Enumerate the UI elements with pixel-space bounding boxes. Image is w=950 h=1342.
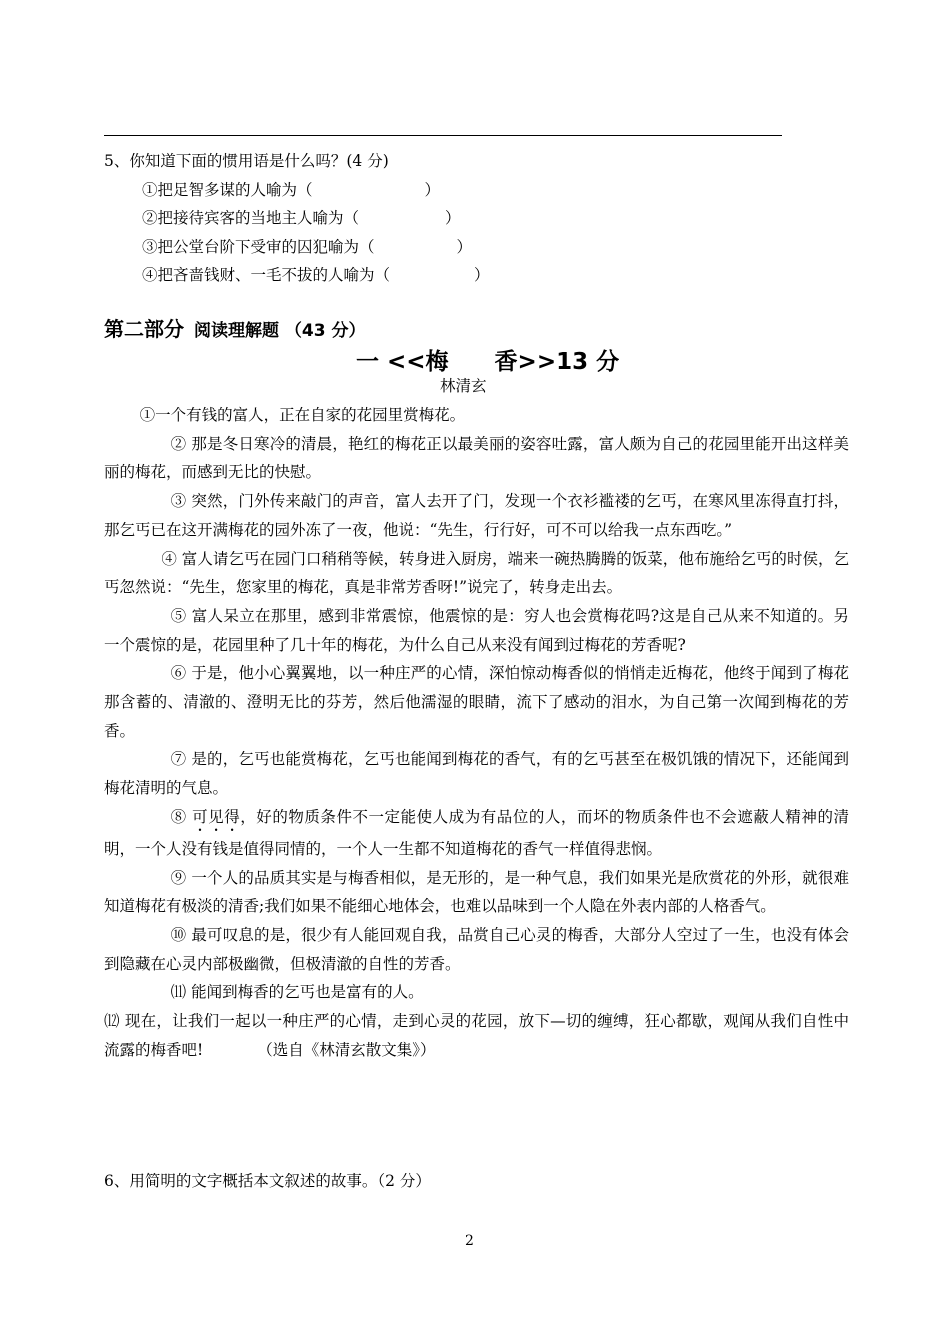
question-5-item-4: ④把吝啬钱财、一毛不拔的人喻为（ ） xyxy=(142,266,490,284)
paragraph-9: ⑨ 一个人的品质其实是与梅香相似，是无形的，是一种气息，我们如果光是欣赏花的外形，就很难知道梅花有极淡的清香;我们如果不能细心地体会，也难以品味到一个人隐在外表内部的人格香气。 xyxy=(104,868,849,916)
top-divider xyxy=(104,135,782,136)
question-5 xyxy=(104,147,824,290)
page-number: 2 xyxy=(465,1233,474,1249)
section-heading: 第二部分 阅读理解题 （43 分） xyxy=(104,317,366,341)
paragraph-7: ⑦ 是的，乞丐也能赏梅花，乞丐也能闻到梅花的香气，有的乞丐甚至在极饥饿的情况下，还能闻到梅花清明的气息。 xyxy=(104,750,849,798)
article-source: （选自《林清玄散文集》） xyxy=(257,1040,436,1059)
article-author: 林清玄 xyxy=(440,377,487,395)
article-body xyxy=(104,401,849,1064)
paragraph-1: ①一个有钱的富人，正在自家的花园里赏梅花。 xyxy=(139,406,466,424)
paragraph-2: ② 那是冬日寒冷的清晨，艳红的梅花正以最美丽的姿容吐露，富人颇为自己的花园里能开出这样美丽的梅花，而感到无比的快慰。 xyxy=(104,434,849,482)
paragraph-6: ⑥ 于是，他小心翼翼地，以一种庄严的心情，深怕惊动梅香似的悄悄走近梅花，他终于闻到了梅花那含蓄的、清澈的、澄明无比的芬芳，然后他濡湿的眼睛，流下了感动的泪水，为自己第一次闻到梅花的芳香。 xyxy=(104,664,849,740)
question-5-prompt: 5、你知道下面的惯用语是什么吗？(4 分) xyxy=(104,152,389,170)
paragraph-5: ⑤ 富人呆立在那里，感到非常震惊，他震惊的是：穷人也会赏梅花吗?这是自己从来不知道的。另一个震惊的是，花园里种了几十年的梅花，为什么自己从来没有闻到过梅花的芳香呢? xyxy=(104,606,849,654)
question-5-item-3: ③把公堂台阶下受审的囚犯喻为（ ） xyxy=(142,237,473,256)
paragraph-8: ⑧ 可见得，好的物质条件不一定能使人成为有品位的人，而坏的物质条件也不会遮蔽人精神的清明，一个人没有钱是值得同情的，一个人一生都不知道梅花的香气一样值得悲悯。 xyxy=(104,807,849,858)
paragraph-4: ④ 富人请乞丐在园门口稍稍等候，转身进入厨房，端来一碗热腾腾的饭菜，他布施给乞丐的时侯，乞丐忽然说：“先生，您家里的梅花，真是非常芳香呀!”说完了，转身走出去。 xyxy=(104,549,849,597)
question-5-item-2: ②把接待宾客的当地主人喻为（ ） xyxy=(142,209,461,227)
emphasized-phrase: 可见得 xyxy=(192,807,241,826)
paragraph-10: ⑩ 最可叹息的是，很少有人能回观自我，品赏自己心灵的梅香，大部分人空过了一生，也没有体会到隐藏在心灵内部极幽微，但极清澈的自性的芳香。 xyxy=(104,925,849,973)
paragraph-12: ⑿ 现在，让我们一起以一种庄严的心情，走到心灵的花园，放下—切的缠缚，狂心都歇，观闻从我们自性中流露的梅香吧! （选自《林清玄散文集》） xyxy=(104,1012,849,1059)
paragraph-3: ③ 突然，门外传来敲门的声音，富人去开了门，发现一个衣衫褴褛的乞丐，在寒风里冻得直打抖，那乞丐已在这开满梅花的园外冻了一夜，他说：“先生，行行好，可不可以给我一点东西吃。” xyxy=(104,492,849,539)
article-title: 一 <<梅 香>>13 分 xyxy=(356,349,620,375)
question-5-item-1: ①把足智多谋的人喻为（ ） xyxy=(142,180,441,199)
question-6-prompt: 6、用简明的文字概括本文叙述的故事。（2 分） xyxy=(104,1172,431,1190)
paragraph-11: ⑾ 能闻到梅香的乞丐也是富有的人。 xyxy=(170,983,424,1002)
